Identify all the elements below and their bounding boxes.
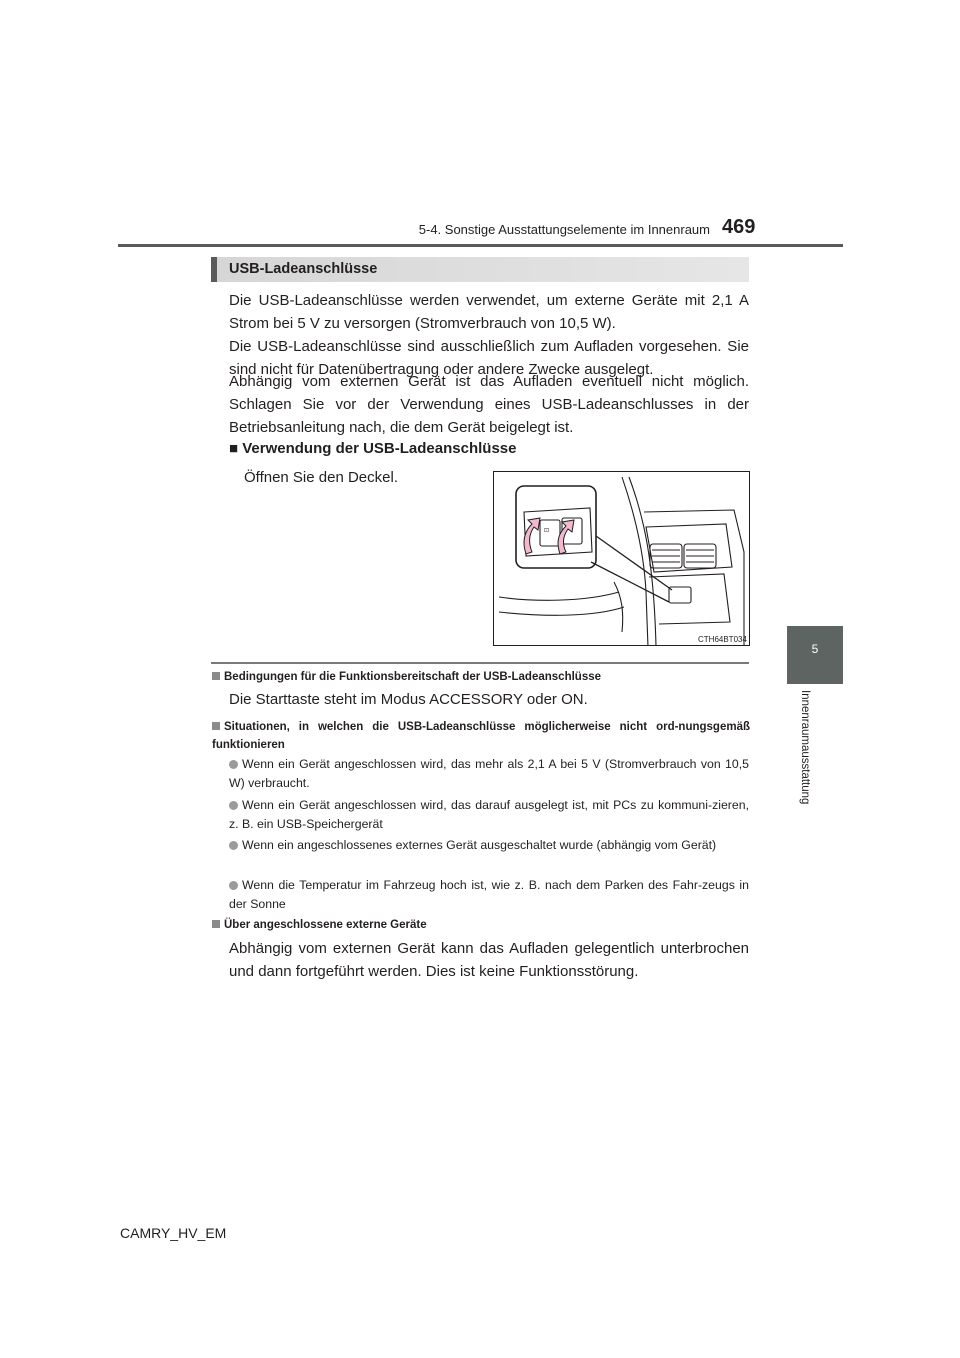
footer-model-code: CAMRY_HV_EM <box>120 1225 227 1241</box>
instruction-open-cover: Öffnen Sie den Deckel. <box>244 469 398 486</box>
note-heading-conditions: Bedingungen für die Funktionsbereitschaft der USB-Ladeanschlüsse <box>212 671 601 683</box>
paragraph-intro: Die USB-Ladeanschlüsse werden verwendet, um externe Geräte mit 2,1 A Strom bei 5 V zu versorgen (Stromverbrauch von 10,5 W). <box>229 292 749 332</box>
usb-port-illustration <box>493 471 750 646</box>
round-bullet-icon <box>229 760 238 769</box>
running-header: 5-4. Sonstige Ausstattungselemente im Innenraum <box>418 222 710 237</box>
square-bullet-icon <box>212 722 220 730</box>
notes-divider <box>211 662 749 664</box>
note-heading-external-devices: Über angeschlossene externe Geräte <box>212 919 427 931</box>
section-title-bar <box>211 257 749 282</box>
round-bullet-icon <box>229 881 238 890</box>
bullet-pc-device: Wenn ein Gerät angeschlossen wird, das darauf ausgelegt ist, mit PCs zu kommuni-zieren, z. B. ein USB-Speichergerät <box>229 798 749 831</box>
chapter-label: Innenraumausstattung <box>799 690 811 805</box>
bullet-overcurrent: Wenn ein Gerät angeschlossen wird, das mehr als 2,1 A bei 5 V (Stromverbrauch von 10,5 W) verbraucht. <box>229 757 749 790</box>
round-bullet-icon <box>229 801 238 810</box>
round-bullet-icon <box>229 841 238 850</box>
figure-code: CTH64BT034 <box>698 635 747 644</box>
note-heading-situations: Situationen, in welchen die USB-Ladeanschlüsse möglicherweise nicht ord-nungsgemäß funktionieren <box>212 721 750 751</box>
usb-port-drawing <box>494 472 750 646</box>
paragraph-device-dependence: Abhängig vom externen Gerät ist das Aufladen eventuell nicht möglich. Schlagen Sie vor der Verwendung eines USB-Ladeanschlusses in der Betriebsanleitung nach, die dem Gerät beigelegt ist. <box>229 373 749 436</box>
paragraph-charging-only: Die USB-Ladeanschlüsse sind ausschließlich zum Aufladen vorgesehen. Sie sind nicht für Datenübertragung oder andere Zwecke ausgelegt. <box>229 338 749 378</box>
square-bullet-icon <box>212 672 220 680</box>
page-number: 469 <box>722 216 756 238</box>
svg-text:⊡: ⊡ <box>544 527 550 534</box>
header-divider <box>118 244 843 247</box>
bullet-high-temperature: Wenn die Temperatur im Fahrzeug hoch ist, wie z. B. nach dem Parken des Fahr-zeugs in der Sonne <box>229 878 749 911</box>
note-body-external-devices: Abhängig vom externen Gerät kann das Aufladen gelegentlich unterbrochen und dann fortgeführt werden. Dies ist keine Funktionsstörung. <box>229 940 749 980</box>
subheading-usage: ■ Verwendung der USB-Ladeanschlüsse <box>229 440 517 457</box>
note-body-conditions: Die Starttaste steht im Modus ACCESSORY oder ON. <box>229 691 588 708</box>
section-title: USB-Ladeanschlüsse <box>229 261 378 277</box>
square-bullet-icon <box>212 920 220 928</box>
bullet-device-off: Wenn ein angeschlossenes externes Gerät ausgeschaltet wurde (abhängig vom Gerät) <box>229 836 749 855</box>
chapter-number: 5 <box>811 642 819 656</box>
